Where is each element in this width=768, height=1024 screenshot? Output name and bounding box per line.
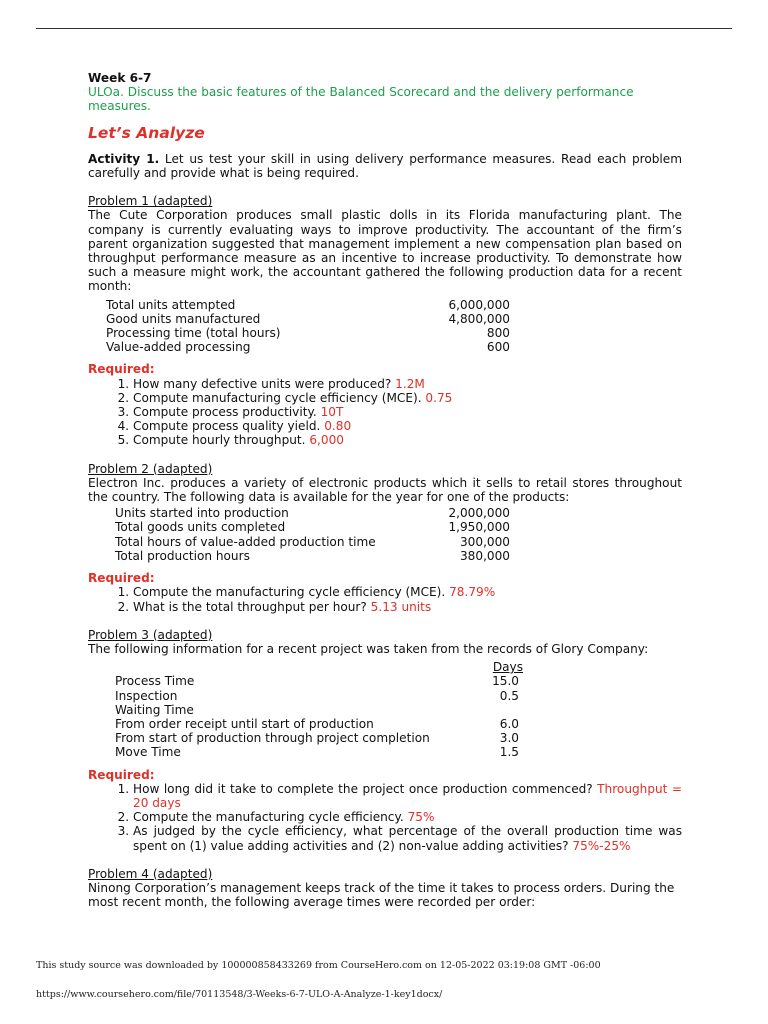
problem3-text: The following information for a recent project was taken from the records of Glory Company: <box>88 641 649 656</box>
problem1-data-table <box>106 298 510 355</box>
activity-text: Let us test your skill in using delivery performance measures. Read each problem carefully and provide what is being required. <box>88 151 682 181</box>
list-item: 2. Compute manufacturing cycle efficiency (MCE). 0.75 <box>133 391 682 405</box>
problem4-text: Ninong Corporation’s management keeps track of the time it takes to process orders. During the most recent month, the following average times were recorded per order: <box>88 880 675 910</box>
section-title: Let’s Analyze <box>88 123 205 142</box>
table-row: From order receipt until start of production 6.0 <box>115 716 519 731</box>
required-label: Required: <box>88 571 155 586</box>
list-item: 3. As judged by the cycle efficiency, what percentage of the overall production time was spent on (1) value adding activities and (2) non-value adding activities? 75%-25% <box>133 824 682 852</box>
answer-text: 0.75 <box>425 390 453 405</box>
list-item: 2. What is the total throughput per hour? 5.13 units <box>133 600 682 614</box>
table-header-row <box>115 660 523 674</box>
list-item: 1. Compute the manufacturing cycle efficiency (MCE). 78.79% <box>133 585 682 599</box>
table-row: Inspection 0.5 <box>115 688 519 703</box>
table-row: From start of production through project completion 3.0 <box>115 731 519 746</box>
problem2-questions <box>88 585 682 613</box>
table-row: Total goods units completed 1,950,000 <box>115 520 510 535</box>
answer-text: 78.79% <box>449 585 496 600</box>
problem3-questions <box>88 782 682 853</box>
table-row: Processing time (total hours) 800 <box>106 326 510 341</box>
answer-text: 1.2M <box>395 376 425 391</box>
top-rule <box>36 28 732 29</box>
answer-text: 10T <box>320 405 344 420</box>
required-label: Required: <box>88 767 155 782</box>
problem1-title: Problem 1 (adapted) <box>88 194 213 209</box>
answer-text: 6,000 <box>309 433 344 448</box>
table-row: Waiting Time <box>115 702 194 717</box>
document-page <box>88 71 682 909</box>
problem3-data-table <box>115 660 523 759</box>
table-row: Value-added processing 600 <box>106 340 510 355</box>
download-notice: This study source was downloaded by 100000858433269 from CourseHero.com on 12-05-2022 03:19:08 GMT -06:00 <box>36 960 601 971</box>
problem4-title: Problem 4 (adapted) <box>88 866 213 881</box>
table-row: Good units manufactured 4,800,000 <box>106 311 510 326</box>
days-column-header: Days <box>492 660 523 675</box>
table-row: Process Time 15.0 <box>115 674 519 689</box>
source-url[interactable]: https://www.coursehero.com/file/70113548/3-Weeks-6-7-ULO-A-Analyze-1-key1docx/ <box>36 989 443 1000</box>
table-row: Total hours of value-added production time 300,000 <box>115 534 510 549</box>
table-row: Total production hours 380,000 <box>115 548 510 563</box>
list-item: 3. Compute process productivity. 10T <box>133 405 682 419</box>
table-row: Total units attempted 6,000,000 <box>106 297 510 312</box>
answer-text: 75%-25% <box>572 838 631 853</box>
week-heading: Week 6-7 <box>88 71 152 85</box>
problem1-questions <box>88 377 682 448</box>
problem2-title: Problem 2 (adapted) <box>88 461 213 476</box>
problem3-title: Problem 3 (adapted) <box>88 627 213 642</box>
table-row: Move Time 1.5 <box>115 745 519 760</box>
answer-text: Throughput = 20 days <box>133 781 682 810</box>
ulo-statement: ULOa. Discuss the basic features of the Balanced Scorecard and the delivery performance measures. <box>88 85 634 114</box>
activity-intro <box>88 152 682 180</box>
problem2-data-table <box>115 506 510 563</box>
answer-text: 0.80 <box>324 419 352 434</box>
answer-text: 75% <box>407 810 435 825</box>
problem2-text: Electron Inc. produces a variety of electronic products which it sells to retail stores throughout the country. The following data is available for the year for one of the products: <box>88 475 682 505</box>
list-item: 4. Compute process quality yield. 0.80 <box>133 419 682 433</box>
problem1-text: The Cute Corporation produces small plastic dolls in its Florida manufacturing plant. The company is currently evaluating ways to improve productivity. The accountant of the firm’s parent organization suggested that management implement a new compensation plan based on throughput performance measure as an incentive to increase productivity. To demonstrate how such a measure might work, the accountant gathered the following production data for a recent month: <box>88 208 682 294</box>
list-item: 1. How long did it take to complete the project once production commenced? Throughput = 20 days <box>133 782 682 810</box>
answer-text: 5.13 units <box>370 599 432 614</box>
list-item: 2. Compute the manufacturing cycle efficiency. 75% <box>133 810 682 824</box>
activity-label: Activity 1. <box>88 151 160 166</box>
required-label: Required: <box>88 362 155 377</box>
table-row: Units started into production 2,000,000 <box>115 506 510 521</box>
list-item: 1. How many defective units were produced? 1.2M <box>133 377 682 391</box>
list-item: 5. Compute hourly throughput. 6,000 <box>133 433 682 447</box>
